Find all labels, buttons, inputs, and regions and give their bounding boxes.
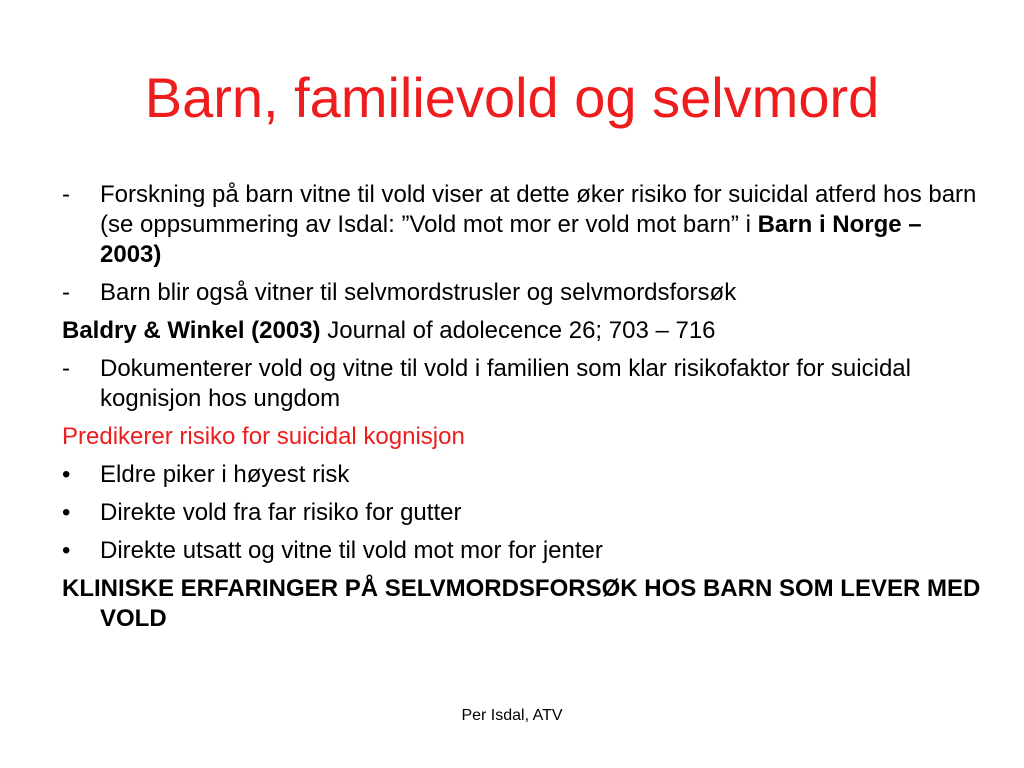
slide-footer: Per Isdal, ATV <box>461 707 563 724</box>
dash-item-text: Barn blir også vitner til selvmordstrusler og selvmordsforsøk <box>100 279 737 306</box>
dash-item-witness <box>62 278 982 308</box>
slide-body <box>62 180 982 642</box>
dash-marker: - <box>62 355 70 382</box>
bullet-item-older-girls <box>62 460 982 490</box>
bullet-item-girls <box>62 536 982 566</box>
dash-item-documents <box>62 354 982 414</box>
item-text-plain: Forskning på barn vitne til vold viser at dette øker risiko for suicidal atferd hos barn (se oppsummering av Isdal: ”Vold mot mor er vold mot barn” i <box>100 181 977 238</box>
closing-statement: KLINISKE ERFARINGER PÅ SELVMORDSFORSØK HOS BARN SOM LEVER MED VOLD <box>62 575 981 632</box>
bullet-marker: • <box>62 499 71 526</box>
red-subheading: Predikerer risiko for suicidal kognisjon <box>62 423 465 450</box>
dash-item-research <box>62 180 982 270</box>
item-text-bold: Barn i Norge – 2003) <box>100 211 922 268</box>
bullet-item-text: Direkte utsatt og vitne til vold mot mor for jenter <box>100 537 603 564</box>
slide-title: Barn, familievold og selvmord <box>144 66 880 129</box>
bullet-item-text: Eldre piker i høyest risk <box>100 461 350 488</box>
reference-journal: Journal of adolecence 26; 703 – 716 <box>320 317 716 344</box>
dash-marker: - <box>62 181 70 208</box>
reference-line <box>62 316 982 346</box>
reference-authors: Baldry & Winkel (2003) <box>62 317 321 344</box>
dash-item-text: Dokumenterer vold og vitne til vold i familien som klar risikofaktor for suicidal kognisjon hos ungdom <box>100 355 911 412</box>
bullet-item-boys <box>62 498 982 528</box>
bullet-marker: • <box>62 537 71 564</box>
dash-marker: - <box>62 279 70 306</box>
bullet-marker: • <box>62 461 71 488</box>
dash-item-text <box>100 180 982 270</box>
bullet-item-text: Direkte vold fra far risiko for gutter <box>100 499 462 526</box>
